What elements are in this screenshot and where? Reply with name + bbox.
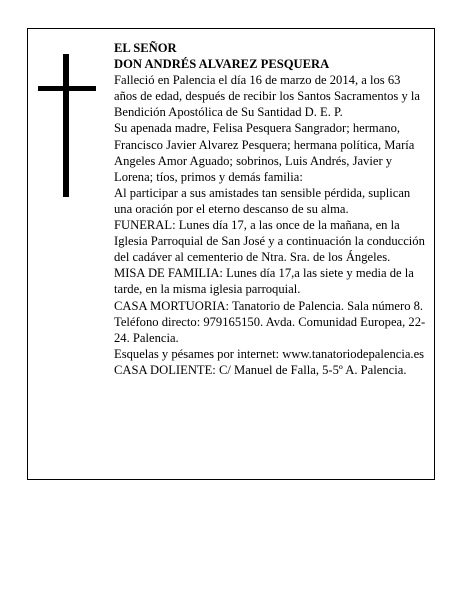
mourning-house-info: CASA DOLIENTE: C/ Manuel de Falla, 5-5º A. Palencia. [114, 362, 407, 377]
funeral-info: FUNERAL: Lunes día 17, a las once de la mañana, en la Iglesia Parroquial de San José y a continuación la conducción del cadáver al cementerio de Ntra. Sra. de los Ángeles. [114, 218, 425, 265]
deceased-name: DON ANDRÉS ALVAREZ PESQUERA [114, 57, 330, 72]
family-mass-info: MISA DE FAMILIA: Lunes día 17,a las siete y media de la tarde, en la misma iglesia parroquial. [114, 266, 414, 297]
family-list: Su apenada madre, Felisa Pesquera Sangrador; hermano, Francisco Javier Alvarez Pesquera; hermana política, María Angeles Amor Aguado; sobrinos, Luis Andrés, Javier y Lorena; tíos, primos y demás familia: [114, 121, 415, 184]
cross-icon-bar [38, 86, 96, 91]
prayer-request: Al participar a sus amistades tan sensible pérdida, suplican una oración por el eterno descanso de su alma. [114, 185, 411, 216]
death-notice: Falleció en Palencia el día 16 de marzo de 2014, a los 63 años de edad, después de recibir los Santos Sacramentos y la Bendición Apostólica de Su Santidad D. E. P. [114, 73, 421, 120]
obituary-text [114, 40, 426, 378]
online-condolences: Esquelas y pésames por internet: www.tanatoriodepalencia.es [114, 346, 425, 361]
funeral-home-info: CASA MORTUORIA: Tanatorio de Palencia. Sala número 8. Teléfono directo: 979165150. Avda. Comunidad Europea, 22-24. Palencia. [114, 298, 426, 345]
cross-icon [63, 54, 69, 197]
header-title: EL SEÑOR [114, 41, 177, 55]
